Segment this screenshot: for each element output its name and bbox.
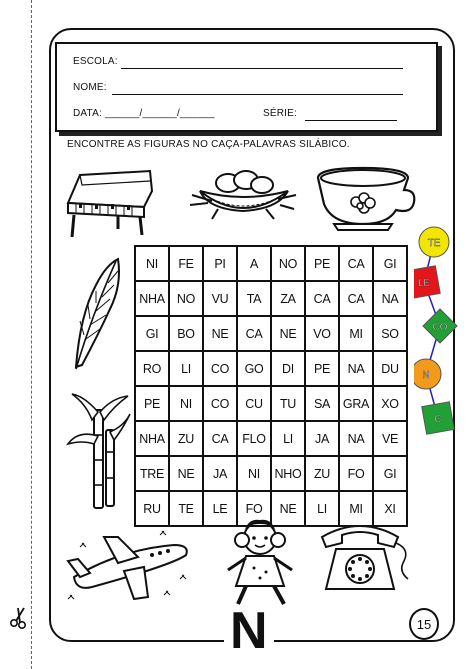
grid-cell[interactable]: PE bbox=[135, 386, 169, 421]
section-letter: N bbox=[224, 605, 274, 657]
grid-cell[interactable]: FLO bbox=[237, 421, 271, 456]
grid-cell[interactable]: CA bbox=[339, 246, 373, 281]
grid-cell[interactable]: NE bbox=[203, 316, 237, 351]
instruction-text: ENCONTRE AS FIGURAS NO CAÇA-PALAVRAS SILÁBICO. bbox=[67, 139, 350, 150]
grid-cell[interactable]: LI bbox=[169, 351, 203, 386]
header-box bbox=[55, 42, 438, 132]
grid-cell[interactable]: NO bbox=[169, 281, 203, 316]
grid-cell[interactable]: GO bbox=[237, 351, 271, 386]
grid-cell[interactable]: LI bbox=[305, 491, 339, 526]
grid-cell[interactable]: VU bbox=[203, 281, 237, 316]
grid-cell[interactable]: GI bbox=[135, 316, 169, 351]
grid-cell[interactable]: PI bbox=[203, 246, 237, 281]
school-field[interactable] bbox=[121, 68, 403, 69]
grid-cell[interactable]: NI bbox=[135, 246, 169, 281]
grid-cell[interactable]: XI bbox=[373, 491, 407, 526]
grid-cell[interactable]: DU bbox=[373, 351, 407, 386]
school-label: ESCOLA: bbox=[73, 56, 118, 67]
grid-cell[interactable]: FO bbox=[339, 456, 373, 491]
sugarcane-icon bbox=[64, 390, 132, 510]
grid-cell[interactable]: XO bbox=[373, 386, 407, 421]
name-field[interactable] bbox=[112, 94, 403, 95]
grid-cell[interactable]: NHO bbox=[271, 456, 305, 491]
grid-cell[interactable]: ZU bbox=[305, 456, 339, 491]
grid-cell[interactable]: MI bbox=[339, 316, 373, 351]
name-label: NOME: bbox=[73, 82, 107, 93]
grid-cell[interactable]: GI bbox=[373, 246, 407, 281]
grid-cell[interactable]: GI bbox=[373, 456, 407, 491]
grid-cell[interactable]: FO bbox=[237, 491, 271, 526]
telephone-icon bbox=[312, 515, 414, 595]
word-search-grid bbox=[134, 245, 408, 527]
grid-cell[interactable]: CA bbox=[203, 421, 237, 456]
side-tabs bbox=[414, 218, 464, 458]
grid-cell[interactable]: PE bbox=[305, 351, 339, 386]
grid-cell[interactable]: RU bbox=[135, 491, 169, 526]
side-tab-label: LE bbox=[417, 278, 431, 289]
airplane-icon bbox=[62, 525, 198, 607]
grid-cell[interactable]: TRE bbox=[135, 456, 169, 491]
grid-cell[interactable]: NHA bbox=[135, 421, 169, 456]
grid-cell[interactable]: SO bbox=[373, 316, 407, 351]
grid-cell[interactable]: NE bbox=[271, 316, 305, 351]
side-tab-label: CO bbox=[432, 322, 448, 333]
grid-cell[interactable]: VO bbox=[305, 316, 339, 351]
series-label: SÉRIE: bbox=[263, 108, 297, 119]
side-tab-label: TE bbox=[427, 238, 441, 249]
grid-cell[interactable]: NA bbox=[373, 281, 407, 316]
grid-cell[interactable]: CA bbox=[339, 281, 373, 316]
grid-cell[interactable]: NHA bbox=[135, 281, 169, 316]
side-tab-label: N bbox=[422, 370, 430, 381]
grid-cell[interactable]: CO bbox=[203, 351, 237, 386]
page-number: 15 bbox=[409, 608, 439, 640]
grid-cell[interactable]: LI bbox=[271, 421, 305, 456]
grid-cell[interactable]: NA bbox=[339, 351, 373, 386]
grid-cell[interactable]: CA bbox=[237, 316, 271, 351]
grid-cell[interactable]: NI bbox=[237, 456, 271, 491]
grid-cell[interactable]: LE bbox=[203, 491, 237, 526]
grid-cell[interactable]: VE bbox=[373, 421, 407, 456]
feather-icon bbox=[66, 255, 126, 375]
grid-cell[interactable]: ZU bbox=[169, 421, 203, 456]
grid-cell[interactable]: NO bbox=[271, 246, 305, 281]
side-tab-label: C bbox=[434, 414, 442, 425]
grid-cell[interactable]: NA bbox=[339, 421, 373, 456]
grid-cell[interactable]: PE bbox=[305, 246, 339, 281]
date-label: DATA: ______/______/______ bbox=[73, 108, 215, 119]
grid-cell[interactable]: GRA bbox=[339, 386, 373, 421]
grid-cell[interactable]: A bbox=[237, 246, 271, 281]
grid-cell[interactable]: CA bbox=[305, 281, 339, 316]
grid-cell[interactable]: CU bbox=[237, 386, 271, 421]
grid-cell[interactable]: TA bbox=[237, 281, 271, 316]
scissors-icon bbox=[8, 606, 32, 630]
grid-cell[interactable]: MI bbox=[339, 491, 373, 526]
cut-line bbox=[31, 0, 32, 669]
grid-cell[interactable]: ZA bbox=[271, 281, 305, 316]
grid-cell[interactable]: JA bbox=[305, 421, 339, 456]
series-field[interactable] bbox=[305, 120, 397, 121]
cup-icon bbox=[308, 164, 418, 232]
grid-cell[interactable]: DI bbox=[271, 351, 305, 386]
grid-cell[interactable]: NE bbox=[271, 491, 305, 526]
grid-cell[interactable]: SA bbox=[305, 386, 339, 421]
piano-icon bbox=[58, 163, 158, 241]
grid-cell[interactable]: TU bbox=[271, 386, 305, 421]
grid-cell[interactable]: CO bbox=[203, 386, 237, 421]
nest-icon bbox=[188, 165, 298, 221]
grid-cell[interactable]: TE bbox=[169, 491, 203, 526]
grid-cell[interactable]: JA bbox=[203, 456, 237, 491]
grid-cell[interactable]: NE bbox=[169, 456, 203, 491]
grid-cell[interactable]: FE bbox=[169, 246, 203, 281]
grid-cell[interactable]: NI bbox=[169, 386, 203, 421]
grid-cell[interactable]: RO bbox=[135, 351, 169, 386]
grid-cell[interactable]: BO bbox=[169, 316, 203, 351]
